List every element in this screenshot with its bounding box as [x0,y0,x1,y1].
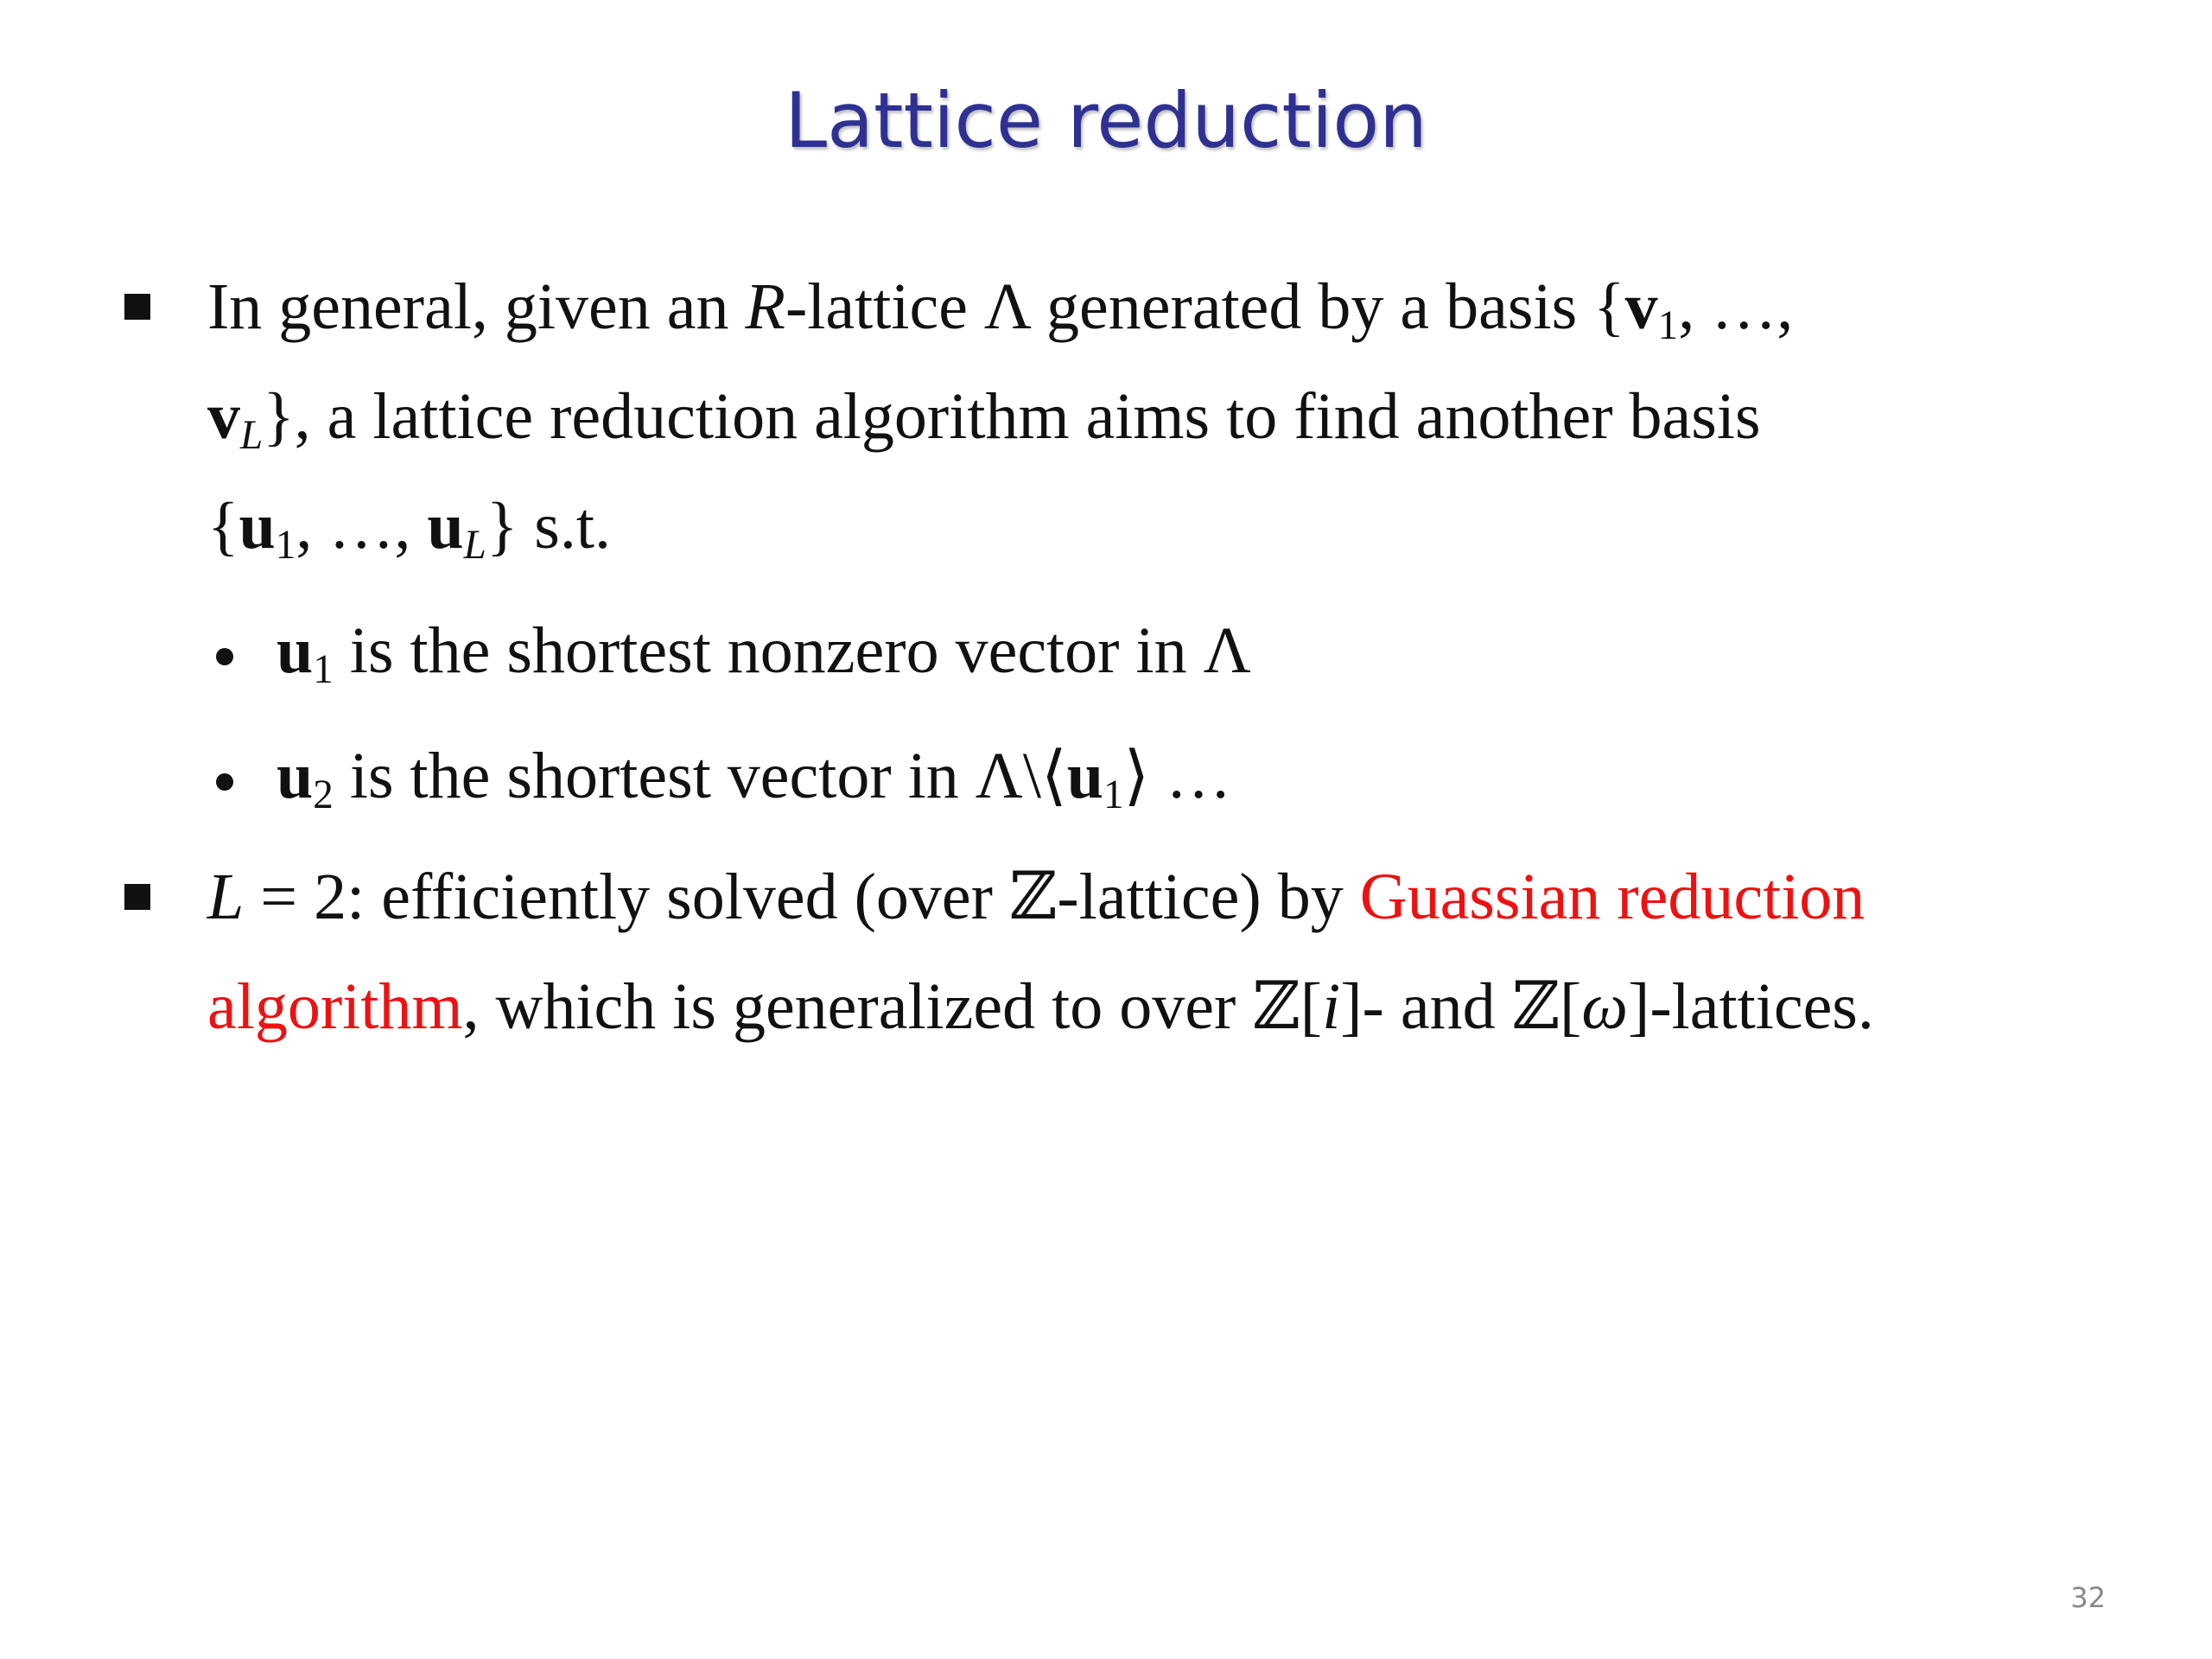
math-i: i [1322,970,1341,1043]
math-v: v [1624,270,1658,343]
square-bullet-icon [124,294,150,320]
text: -lattice Λ generated by a basis { [785,270,1625,343]
math-u: u [276,614,314,687]
highlight-text: algorithm [207,970,463,1043]
sub-bullet-2 [276,721,2091,831]
sub-bullet-1 [276,596,2091,706]
subscript: 1 [275,522,296,568]
text: ]-lattices. [1628,970,1874,1043]
page-number: 32 [2070,1581,2106,1614]
slide-title: Lattice reduction [785,76,1427,165]
math-u: u [427,490,464,563]
math-u: u [276,740,314,812]
bullet-1-line-1 [207,252,2108,362]
text: , …, [296,490,428,563]
bullet-2 [207,842,2108,1062]
bullet-1-line-3 [207,472,2108,582]
text: , …, [1678,270,1794,343]
text: is the shortest nonzero vector in Λ [333,614,1251,687]
bullet-2-line-2 [207,952,2108,1062]
text: is the shortest vector in Λ\⟨ [333,740,1067,812]
subscript: 1 [1657,302,1679,348]
text: } s.t. [486,490,611,563]
subscript: 1 [1103,772,1124,817]
math-v: v [207,380,240,453]
math-u: u [238,490,276,563]
subscript: L [240,412,264,458]
math-r: R [745,270,785,343]
square-bullet-icon [124,884,150,910]
subscript: 1 [313,646,334,692]
dot-bullet-icon [216,648,233,665]
text: ⟩ … [1123,740,1232,812]
subscript: L [463,522,486,568]
bullet-1 [207,252,2108,582]
text: In general, given an [207,270,746,343]
dot-bullet-icon [216,773,233,791]
bullet-1-line-2 [207,362,2108,472]
math-u: u [1066,740,1103,812]
math-omega: ω [1581,970,1629,1043]
text: { [207,490,239,563]
bullet-2-line-1 [207,842,2108,952]
text: , which is generalized to over ℤ[ [462,970,1323,1043]
math-l: L [207,861,245,933]
text: }, a lattice reduction algorithm aims to find another basis [263,380,1761,453]
text: = 2: efficiently solved (over ℤ-lattice) by [244,861,1360,933]
text: ]- and ℤ[ [1340,970,1582,1043]
highlight-text: Guassian reduction [1359,861,1866,933]
subscript: 2 [313,772,334,817]
